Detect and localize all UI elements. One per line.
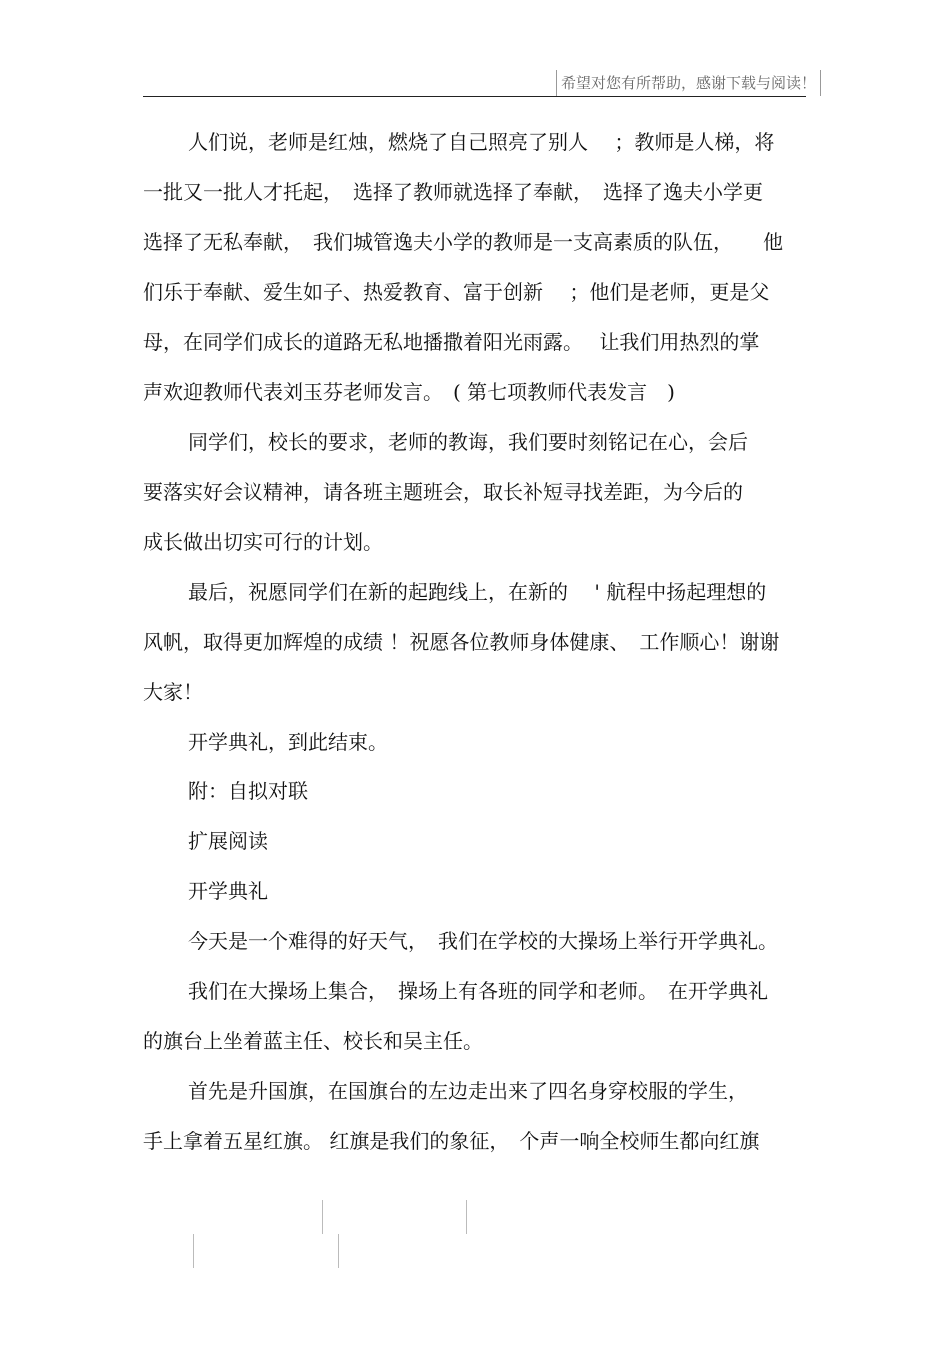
body-line-19: 的旗台上坐着蓝主任、校长和吴主任。 bbox=[143, 1029, 483, 1053]
scan-mark bbox=[193, 1234, 194, 1268]
body-line-12: 大家！ bbox=[143, 680, 203, 704]
body-line-20: 首先是升国旗，在国旗台的左边走出来了四名身穿校服的学生， bbox=[188, 1079, 748, 1103]
body-line-17: 今天是一个难得的好天气， 我们在学校的大操场上举行开学典礼。 bbox=[188, 929, 778, 953]
body-line-1: 人们说，老师是红烛，燃烧了自己照亮了别人 ；教师是人梯，将 bbox=[188, 130, 775, 154]
body-line-9: 成长做出切实可行的计划。 bbox=[143, 530, 383, 554]
body-line-2: 一批又一批人才托起， 选择了教师就选择了奉献， 选择了逸夫小学更 bbox=[143, 180, 763, 204]
scan-mark bbox=[466, 1200, 467, 1234]
body-line-7: 同学们，校长的要求，老师的教诲，我们要时刻铭记在心，会后 bbox=[188, 430, 748, 454]
body-line-3: 选择了无私奉献， 我们城管逸夫小学的教师是一支高素质的队伍， 他 bbox=[143, 230, 783, 254]
body-line-18: 我们在大操场上集合， 操场上有各班的同学和老师。 在开学典礼 bbox=[188, 979, 768, 1003]
body-line-15: 扩展阅读 bbox=[188, 829, 268, 853]
header-note: 希望对您有所帮助，感谢下载与阅读！ bbox=[556, 70, 821, 96]
scan-mark bbox=[322, 1200, 323, 1234]
body-line-8: 要落实好会议精神，请各班主题班会，取长补短寻找差距，为今后的 bbox=[143, 480, 743, 504]
body-line-4: 们乐于奉献、爱生如子、热爱教育、富于创新 ；他们是老师，更是父 bbox=[143, 280, 770, 304]
scan-mark bbox=[338, 1234, 339, 1268]
body-line-16: 开学典礼 bbox=[188, 879, 268, 903]
body-line-11: 风帆，取得更加辉煌的成绩 ！祝愿各位教师身体健康、 工作顺心！谢谢 bbox=[143, 630, 780, 654]
body-line-6: 声欢迎教师代表刘玉芬老师发言。 ( 第七项教师代表发言 ) bbox=[143, 380, 675, 404]
body-line-21: 手上拿着五星红旗。 红旗是我们的象征， 个声一响全校师生都向红旗 bbox=[143, 1129, 760, 1153]
body-line-14: 附：自拟对联 bbox=[188, 779, 308, 803]
body-line-13: 开学典礼，到此结束。 bbox=[188, 730, 388, 754]
body-line-10: 最后，祝愿同学们在新的起跑线上，在新的 ' 航程中扬起理想的 bbox=[188, 580, 767, 604]
body-line-5: 母，在同学们成长的道路无私地播撒着阳光雨露。 让我们用热烈的掌 bbox=[143, 330, 760, 354]
